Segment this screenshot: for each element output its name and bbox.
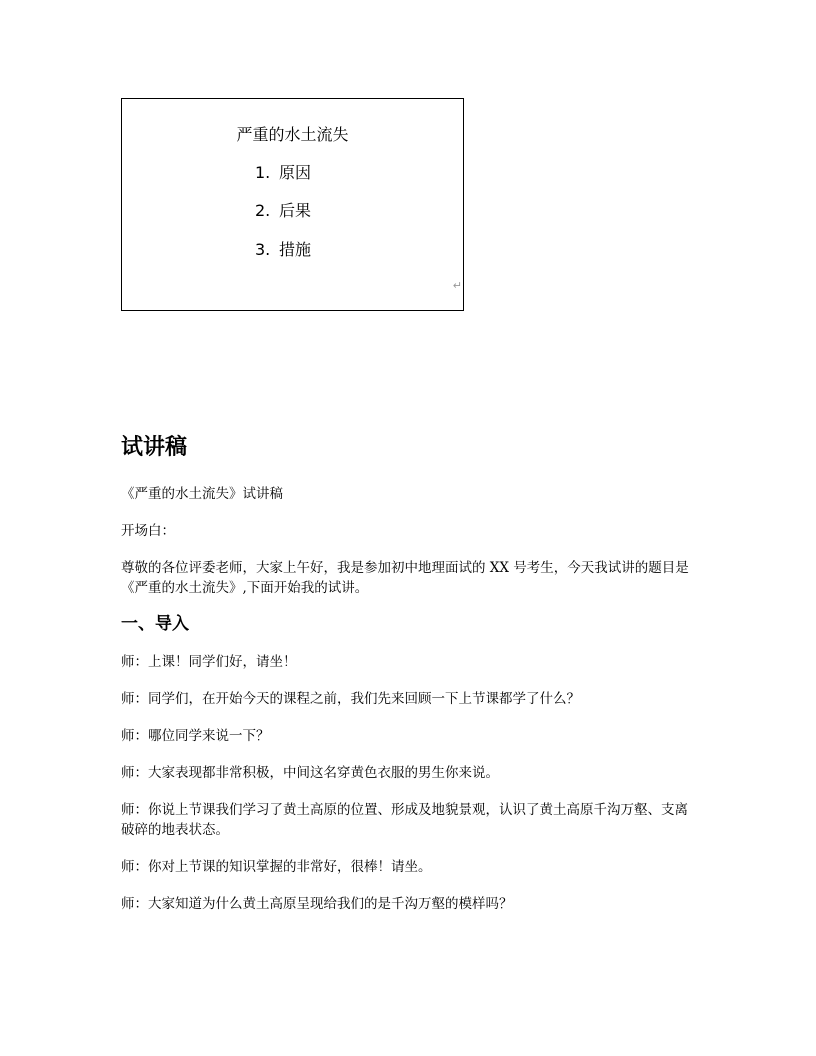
dialogue-line: 师：上课！同学们好，请坐！ [121, 654, 297, 670]
blackboard-item-label: 原因 [279, 163, 312, 182]
dialogue-line: 师：你对上节课的知识掌握的非常好，很棒！请坐。 [121, 859, 432, 875]
blackboard-item [255, 163, 311, 183]
blackboard-item-number: 1. [255, 163, 271, 182]
dialogue-line: 师：大家表现都非常积极，中间这名穿黄色衣服的男生你来说。 [121, 765, 499, 781]
blackboard-item-number: 3. [255, 240, 271, 259]
document-body [121, 430, 701, 931]
paragraph-return-icon: ↵ [452, 279, 462, 292]
dialogue-line: 师：大家知道为什么黄土高原呈现给我们的是千沟万壑的模样吗？ [121, 896, 513, 912]
blackboard-item-number: 2. [255, 201, 271, 220]
blackboard-title: 严重的水土流失 [236, 125, 349, 144]
blackboard-item [255, 240, 311, 260]
blackboard-outline-box [121, 98, 464, 311]
blackboard-item-label: 后果 [279, 201, 312, 220]
opening-label: 开场白： [121, 523, 175, 539]
document-subtitle: 《严重的水土流失》试讲稿 [121, 486, 283, 502]
opening-text: 尊敬的各位评委老师，大家上午好，我是参加初中地理面试的 XX 号考生，今天我试讲的题目是《严重的水土流失》,下面开始我的试讲。 [121, 560, 689, 596]
dialogue-line: 师：同学们，在开始今天的课程之前，我们先来回顾一下上节课都学了什么？ [121, 691, 580, 707]
section-heading-intro: 一、导入 [121, 614, 189, 634]
document-title: 试讲稿 [121, 435, 188, 460]
dialogue-line: 师：哪位同学来说一下？ [121, 728, 270, 744]
dialogue-line: 师：你说上节课我们学习了黄土高原的位置、形成及地貌景观，认识了黄土高原千沟万壑、支离破碎的地表状态。 [121, 802, 688, 838]
blackboard-item-label: 措施 [279, 240, 312, 259]
blackboard-item [255, 201, 311, 221]
